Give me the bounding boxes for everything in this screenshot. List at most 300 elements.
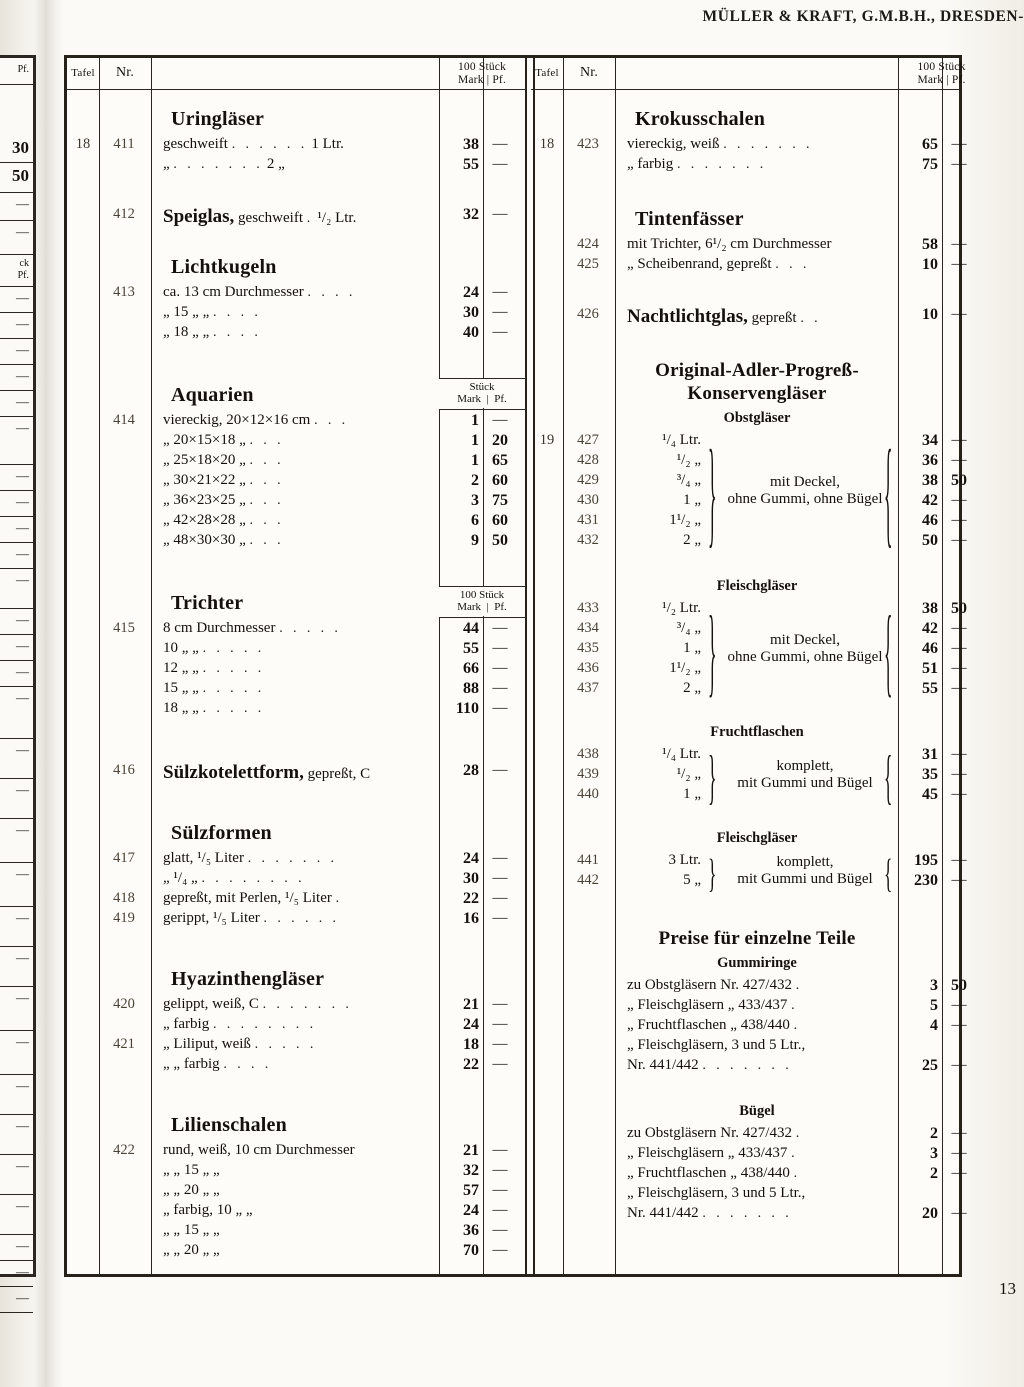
tafel-number: 19	[539, 432, 555, 448]
article-number: 411	[113, 136, 135, 152]
group-caption: mit Deckel, ohne Gummi, ohne Bügel	[727, 474, 883, 508]
item-description: 15 „ „ . . . . .	[163, 680, 265, 696]
price-mark: 21	[463, 1142, 479, 1159]
section-heading: Lichtkugeln	[171, 256, 277, 278]
article-number: 437	[577, 680, 599, 696]
item-description: glatt, ¹/₅ Liter . . . . . . .	[163, 850, 338, 866]
item-description: Nachtlichtglas, gepreßt . .	[627, 306, 822, 327]
group-caption: komplett, mit Gummi und Bügel	[737, 758, 873, 792]
facing-dash-14: —	[16, 638, 29, 653]
size-label: 3 Ltr.	[668, 852, 701, 868]
price-mark: 5	[930, 997, 938, 1014]
price-pfennig: —	[951, 872, 967, 888]
price-pfennig: —	[492, 680, 508, 696]
price-pfennig: —	[951, 852, 967, 868]
facing-dash-17: —	[16, 742, 29, 757]
group-brace-left: }	[708, 423, 717, 560]
size-label: ¹/₄ Ltr.	[662, 746, 701, 762]
article-number: 423	[577, 136, 599, 152]
price-pfennig: —	[951, 492, 967, 508]
price-mark: 1	[471, 412, 479, 429]
group-caption: komplett, mit Gummi und Bügel	[737, 854, 873, 888]
price-mark: 55	[463, 156, 479, 173]
price-pfennig: —	[492, 1202, 508, 1218]
size-label: 2 „	[683, 680, 701, 696]
price-pfennig: —	[492, 1182, 508, 1198]
size-label: 5 „	[683, 872, 701, 888]
section-heading: Trichter	[171, 592, 244, 614]
size-label: 2 „	[683, 532, 701, 548]
article-number: 428	[577, 452, 599, 468]
price-pfennig: —	[492, 640, 508, 656]
facing-dash-0: —	[16, 196, 29, 211]
price-pfennig: —	[951, 532, 967, 548]
item-description: zu Obstgläsern Nr. 427/432 .	[627, 977, 803, 993]
price-mark: 21	[463, 996, 479, 1013]
price-pfennig: 50	[951, 472, 967, 489]
article-number: 414	[113, 412, 135, 428]
price-mark: 16	[463, 910, 479, 927]
item-description: „ Fruchtflaschen „ 438/440 .	[627, 1165, 801, 1181]
facing-dash-22: —	[16, 950, 29, 965]
price-pfennig: —	[951, 1017, 967, 1033]
size-label: ¹/₂ „	[676, 766, 701, 782]
item-description: 12 „ „ . . . . .	[163, 660, 265, 676]
article-number: 434	[577, 620, 599, 636]
tafel-number: 18	[539, 136, 555, 152]
article-number: 422	[113, 1142, 135, 1158]
facing-dash-23: —	[16, 990, 29, 1005]
facing-dash-10: —	[16, 520, 29, 535]
right-catalog-column	[531, 58, 967, 1274]
price-pfennig: —	[951, 1057, 967, 1073]
item-description: „ farbig, 10 „ „	[163, 1202, 253, 1218]
price-mark: 32	[463, 206, 479, 223]
price-pfennig: —	[492, 890, 508, 906]
price-pfennig: —	[492, 870, 508, 886]
item-description: „ Liliput, weiß . . . . .	[163, 1036, 317, 1052]
article-number: 420	[113, 996, 135, 1012]
price-pfennig: 50	[492, 532, 508, 549]
price-pfennig: —	[951, 236, 967, 252]
price-pfennig: —	[492, 206, 508, 222]
article-number: 419	[113, 910, 135, 926]
facing-dash-21: —	[16, 910, 29, 925]
price-pfennig: —	[951, 1205, 967, 1221]
price-mark: 38	[463, 136, 479, 153]
catalog-table-frame	[64, 55, 967, 1277]
facing-dash-15: —	[16, 664, 29, 679]
group-brace-right: {	[884, 742, 893, 811]
item-description: viereckig, weiß . . . . . . .	[627, 136, 813, 152]
article-number: 415	[113, 620, 135, 636]
price-pfennig: —	[492, 136, 508, 152]
right-header-band	[531, 58, 966, 90]
left-header-nr: Nr.	[115, 65, 135, 81]
section-heading-line2: Konservengläser	[687, 383, 827, 404]
price-pfennig: —	[951, 432, 967, 448]
size-label: ¹/₂ Ltr.	[662, 600, 701, 616]
section-heading: Aquarien	[171, 384, 254, 406]
facing-dash-5: —	[16, 368, 29, 383]
item-description: „ 48×30×30 „ . . .	[163, 532, 284, 548]
price-mark: 30	[463, 304, 479, 321]
facing-dash-19: —	[16, 822, 29, 837]
article-number: 425	[577, 256, 599, 272]
price-pfennig: —	[492, 412, 508, 428]
price-pfennig: —	[951, 1145, 967, 1161]
article-number: 412	[113, 206, 135, 222]
article-number: 427	[577, 432, 599, 448]
article-number: 417	[113, 850, 135, 866]
price-pfennig: 50	[951, 600, 967, 617]
item-description: 10 „ „ . . . . .	[163, 640, 265, 656]
left-header-price: 100 Stück Mark | Pf.	[457, 61, 507, 86]
item-description: 18 „ „ . . . . .	[163, 700, 265, 716]
price-pfennig: 20	[492, 432, 508, 449]
price-mark: 24	[463, 284, 479, 301]
price-pfennig: —	[951, 680, 967, 696]
item-description: „ „ 15 „ „	[163, 1222, 220, 1238]
article-number: 430	[577, 492, 599, 508]
price-pfennig: —	[951, 512, 967, 528]
price-mark: 2	[930, 1165, 938, 1182]
price-mark: 38	[922, 600, 938, 617]
size-label: ¹/₄ Ltr.	[662, 432, 701, 448]
facing-dash-8: —	[16, 468, 29, 483]
price-pfennig: —	[492, 1222, 508, 1238]
item-description: „ Fruchtflaschen „ 438/440 .	[627, 1017, 801, 1033]
item-description: „ 20×15×18 „ . . .	[163, 432, 284, 448]
facing-dash-28: —	[16, 1198, 29, 1213]
tafel-number: 18	[75, 136, 91, 152]
item-description: „ „ 15 „ „	[163, 1162, 220, 1178]
item-description: gepreßt, mit Perlen, ¹/₅ Liter .	[163, 890, 343, 906]
section-heading: Tintenfässer	[635, 208, 744, 230]
price-mark: 75	[922, 156, 938, 173]
price-pfennig: —	[951, 766, 967, 782]
facing-dash-7: —	[16, 420, 29, 435]
price-pfennig: —	[492, 304, 508, 320]
price-mark: 3	[930, 977, 938, 994]
price-mark: 55	[922, 680, 938, 697]
size-label: 1¹/₂ „	[669, 660, 701, 676]
article-number: 441	[577, 852, 599, 868]
price-pfennig: —	[492, 284, 508, 300]
price-mark: 22	[463, 890, 479, 907]
item-description: „ 42×28×28 „ . . .	[163, 512, 284, 528]
price-mark: 18	[463, 1036, 479, 1053]
price-mark: 25	[922, 1057, 938, 1074]
facing-dash-11: —	[16, 546, 29, 561]
group-brace-left: }	[708, 742, 717, 811]
facing-value-1: 50	[12, 166, 29, 185]
price-mark: 57	[463, 1182, 479, 1199]
item-description: Speiglas, geschweift . ¹/₂ Ltr.	[163, 206, 357, 227]
item-description: „ ¹/₄ „ . . . . . . . .	[163, 870, 305, 886]
facing-dash-30: —	[16, 1264, 29, 1279]
price-mark: 31	[922, 746, 938, 763]
price-mark: 35	[922, 766, 938, 783]
item-description: Nr. 441/442 . . . . . . .	[627, 1205, 793, 1221]
facing-dash-9: —	[16, 494, 29, 509]
price-mark: 44	[463, 620, 479, 637]
price-pfennig: —	[492, 700, 508, 716]
item-description: „ „ 20 „ „	[163, 1182, 220, 1198]
section-subheading: Gummiringe	[717, 955, 797, 971]
price-mark: 45	[922, 786, 938, 803]
item-description: „ Fleischgläsern, 3 und 5 Ltr.,	[627, 1037, 806, 1053]
price-mark: 88	[463, 680, 479, 697]
price-pfennig: 75	[492, 492, 508, 509]
price-mark: 28	[463, 762, 479, 779]
price-mark: 66	[463, 660, 479, 677]
price-pfennig: 65	[492, 452, 508, 469]
price-mark: 3	[471, 492, 479, 509]
item-description: „ Scheibenrand, gepreßt . . .	[627, 256, 810, 272]
right-header-price: 100 Stück Mark | Pf.	[917, 61, 966, 86]
price-pfennig: —	[951, 746, 967, 762]
item-description: „ 15 „ „ . . . .	[163, 304, 262, 320]
facing-page-fragment	[0, 55, 36, 1305]
price-mark: 36	[463, 1222, 479, 1239]
price-pfennig: —	[951, 1165, 967, 1181]
price-pfennig: —	[951, 306, 967, 322]
section-heading: Uringläser	[171, 108, 265, 130]
price-mark: 24	[463, 1202, 479, 1219]
article-number: 438	[577, 746, 599, 762]
article-number: 439	[577, 766, 599, 782]
price-mark: 51	[922, 660, 938, 677]
item-description: „ 25×18×20 „ . . .	[163, 452, 284, 468]
group-brace-left: }	[708, 850, 717, 896]
price-pfennig: —	[492, 850, 508, 866]
section-subheading: Fruchtflaschen	[710, 724, 804, 740]
price-pfennig: —	[492, 620, 508, 636]
price-pfennig: 60	[492, 472, 508, 489]
size-label: ³/₄ „	[676, 472, 701, 488]
facing-dash-4: —	[16, 342, 29, 357]
price-pfennig: —	[492, 660, 508, 676]
left-header-tafel: Tafel	[71, 66, 95, 79]
price-mark: 30	[463, 870, 479, 887]
price-pfennig: —	[951, 256, 967, 272]
price-pfennig: —	[951, 997, 967, 1013]
article-number: 433	[577, 600, 599, 616]
price-mark: 42	[922, 620, 938, 637]
left-header-band	[67, 58, 525, 90]
item-description: „ Fleischgläsern, 3 und 5 Ltr.,	[627, 1185, 806, 1201]
left-catalog-column	[67, 58, 525, 1274]
article-number: 442	[577, 872, 599, 888]
price-mark: 34	[922, 432, 938, 449]
item-description: „ „ 20 „ „	[163, 1242, 220, 1258]
facing-header2-top: ck	[19, 258, 29, 269]
price-mark: 3	[930, 1145, 938, 1162]
facing-header-pf: Pf.	[17, 64, 29, 75]
article-number: 426	[577, 306, 599, 322]
price-pfennig: —	[492, 762, 508, 778]
price-pfennig: —	[951, 786, 967, 802]
facing-dash-31: —	[16, 1290, 29, 1305]
facing-dash-26: —	[16, 1118, 29, 1133]
price-pfennig: —	[492, 1036, 508, 1052]
price-mark: 40	[463, 324, 479, 341]
price-pfennig: —	[951, 640, 967, 656]
item-description: geschweift . . . . . . 1 Ltr.	[163, 136, 344, 152]
item-description: „ Fleischgläsern „ 433/437 .	[627, 997, 799, 1013]
price-mark: 50	[922, 532, 938, 549]
price-mark: 55	[463, 640, 479, 657]
facing-dash-6: —	[16, 394, 29, 409]
page-number: 13	[999, 1279, 1016, 1298]
facing-dash-16: —	[16, 690, 29, 705]
section-subheading: Fleischgläser	[716, 578, 798, 594]
group-brace-right: {	[884, 592, 893, 707]
price-mark: 10	[922, 306, 938, 323]
price-mark: 1	[471, 432, 479, 449]
section-heading: Hyazinthengläser	[171, 968, 325, 990]
group-caption: mit Deckel, ohne Gummi, ohne Bügel	[727, 632, 883, 666]
item-description: „ Fleischgläsern „ 433/437 .	[627, 1145, 799, 1161]
item-description: mit Trichter, 6¹/₂ cm Durchmesser	[627, 236, 832, 252]
facing-dash-3: —	[16, 316, 29, 331]
price-mark: 10	[922, 256, 938, 273]
item-description: rund, weiß, 10 cm Durchmesser	[163, 1142, 355, 1158]
article-number: 416	[113, 762, 135, 778]
article-number: 429	[577, 472, 599, 488]
price-mark: 9	[471, 532, 479, 549]
facing-dash-2: —	[16, 290, 29, 305]
section-heading: Preise für einzelne Teile	[658, 928, 856, 949]
facing-dash-29: —	[16, 1238, 29, 1253]
price-pfennig: —	[492, 1016, 508, 1032]
size-label: ³/₄ „	[676, 620, 701, 636]
facing-dash-18: —	[16, 782, 29, 797]
item-description: „ 36×23×25 „ . . .	[163, 492, 284, 508]
size-label: 1 „	[683, 640, 701, 656]
facing-dash-25: —	[16, 1078, 29, 1093]
price-mark: 2	[930, 1125, 938, 1142]
price-mark: 20	[922, 1205, 938, 1222]
price-mark: 195	[914, 852, 938, 869]
item-description: Sülzkotelettform, gepreßt, C	[163, 762, 371, 783]
facing-value-0: 30	[12, 138, 29, 157]
price-pfennig: 50	[951, 977, 967, 994]
price-pfennig: —	[951, 452, 967, 468]
size-label: 1 „	[683, 786, 701, 802]
size-label: 1¹/₂ „	[669, 512, 701, 528]
item-description: gerippt, ¹/₅ Liter . . . . . .	[163, 910, 340, 926]
section-heading: Lilienschalen	[171, 1114, 287, 1136]
article-number: 431	[577, 512, 599, 528]
price-mark: 38	[922, 472, 938, 489]
price-mark: 36	[922, 452, 938, 469]
right-header-tafel: Tafel	[535, 66, 559, 79]
article-number: 432	[577, 532, 599, 548]
price-unit-subheader: 100 Stück Mark | Pf.	[439, 586, 525, 618]
price-mark: 70	[463, 1242, 479, 1259]
price-pfennig: —	[492, 156, 508, 172]
item-description: ca. 13 cm Durchmesser . . . .	[163, 284, 356, 300]
price-pfennig: —	[492, 1056, 508, 1072]
price-mark: 46	[922, 640, 938, 657]
price-pfennig: —	[492, 996, 508, 1012]
facing-dash-1: —	[16, 224, 29, 239]
item-description: zu Obstgläsern Nr. 427/432 .	[627, 1125, 803, 1141]
size-label: 1 „	[683, 492, 701, 508]
price-pfennig: —	[951, 136, 967, 152]
article-number: 440	[577, 786, 599, 802]
price-mark: 6	[471, 512, 479, 529]
article-number: 435	[577, 640, 599, 656]
section-subheading: Fleischgläser	[716, 830, 798, 846]
price-mark: 1	[471, 452, 479, 469]
facing-dash-27: —	[16, 1158, 29, 1173]
article-number: 413	[113, 284, 135, 300]
article-number: 436	[577, 660, 599, 676]
group-brace-right: {	[884, 423, 893, 560]
book-gutter-shadow	[34, 0, 64, 1387]
section-subheading: Obstgläser	[723, 410, 791, 426]
price-mark: 24	[463, 1016, 479, 1033]
price-mark: 230	[914, 872, 938, 889]
price-mark: 4	[930, 1017, 938, 1034]
price-pfennig: —	[492, 1242, 508, 1258]
item-description: „ 30×21×22 „ . . .	[163, 472, 284, 488]
article-number: 421	[113, 1036, 135, 1052]
price-pfennig: —	[951, 660, 967, 676]
item-description: „ farbig . . . . . . . .	[163, 1016, 317, 1032]
price-mark: 42	[922, 492, 938, 509]
item-description: „ „ farbig . . . .	[163, 1056, 272, 1072]
price-mark: 32	[463, 1162, 479, 1179]
price-pfennig: —	[492, 910, 508, 926]
price-pfennig: —	[492, 1162, 508, 1178]
group-brace-left: }	[708, 592, 717, 707]
item-description: Nr. 441/442 . . . . . . .	[627, 1057, 793, 1073]
group-brace-right: {	[884, 850, 893, 896]
price-mark: 110	[455, 700, 479, 717]
item-description: „ 18 „ „ . . . .	[163, 324, 262, 340]
price-pfennig: —	[492, 1142, 508, 1158]
item-description: „ farbig . . . . . . .	[627, 156, 767, 172]
item-description: 8 cm Durchmesser . . . . .	[163, 620, 342, 636]
facing-dash-13: —	[16, 612, 29, 627]
facing-dash-20: —	[16, 866, 29, 881]
article-number: 424	[577, 236, 599, 252]
facing-header2-pf: Pf.	[17, 270, 29, 281]
size-label: ¹/₂ „	[676, 452, 701, 468]
item-description: gelippt, weiß, C . . . . . . .	[163, 996, 353, 1012]
price-pfennig: —	[492, 324, 508, 340]
price-pfennig: —	[951, 156, 967, 172]
price-mark: 58	[922, 236, 938, 253]
price-mark: 2	[471, 472, 479, 489]
right-header-nr: Nr.	[579, 65, 599, 81]
price-pfennig: —	[951, 1125, 967, 1141]
section-heading: Original-Adler-Progreß-	[655, 360, 859, 381]
facing-dash-24: —	[16, 1034, 29, 1049]
item-description: „ . . . . . . . 2 „	[163, 156, 285, 172]
section-heading: Krokusschalen	[635, 108, 766, 130]
price-mark: 65	[922, 136, 938, 153]
facing-dash-12: —	[16, 572, 29, 587]
price-unit-subheader: Stück Mark | Pf.	[439, 378, 525, 410]
section-subheading: Bügel	[739, 1103, 775, 1119]
section-heading: Sülzformen	[171, 822, 272, 844]
price-mark: 46	[922, 512, 938, 529]
